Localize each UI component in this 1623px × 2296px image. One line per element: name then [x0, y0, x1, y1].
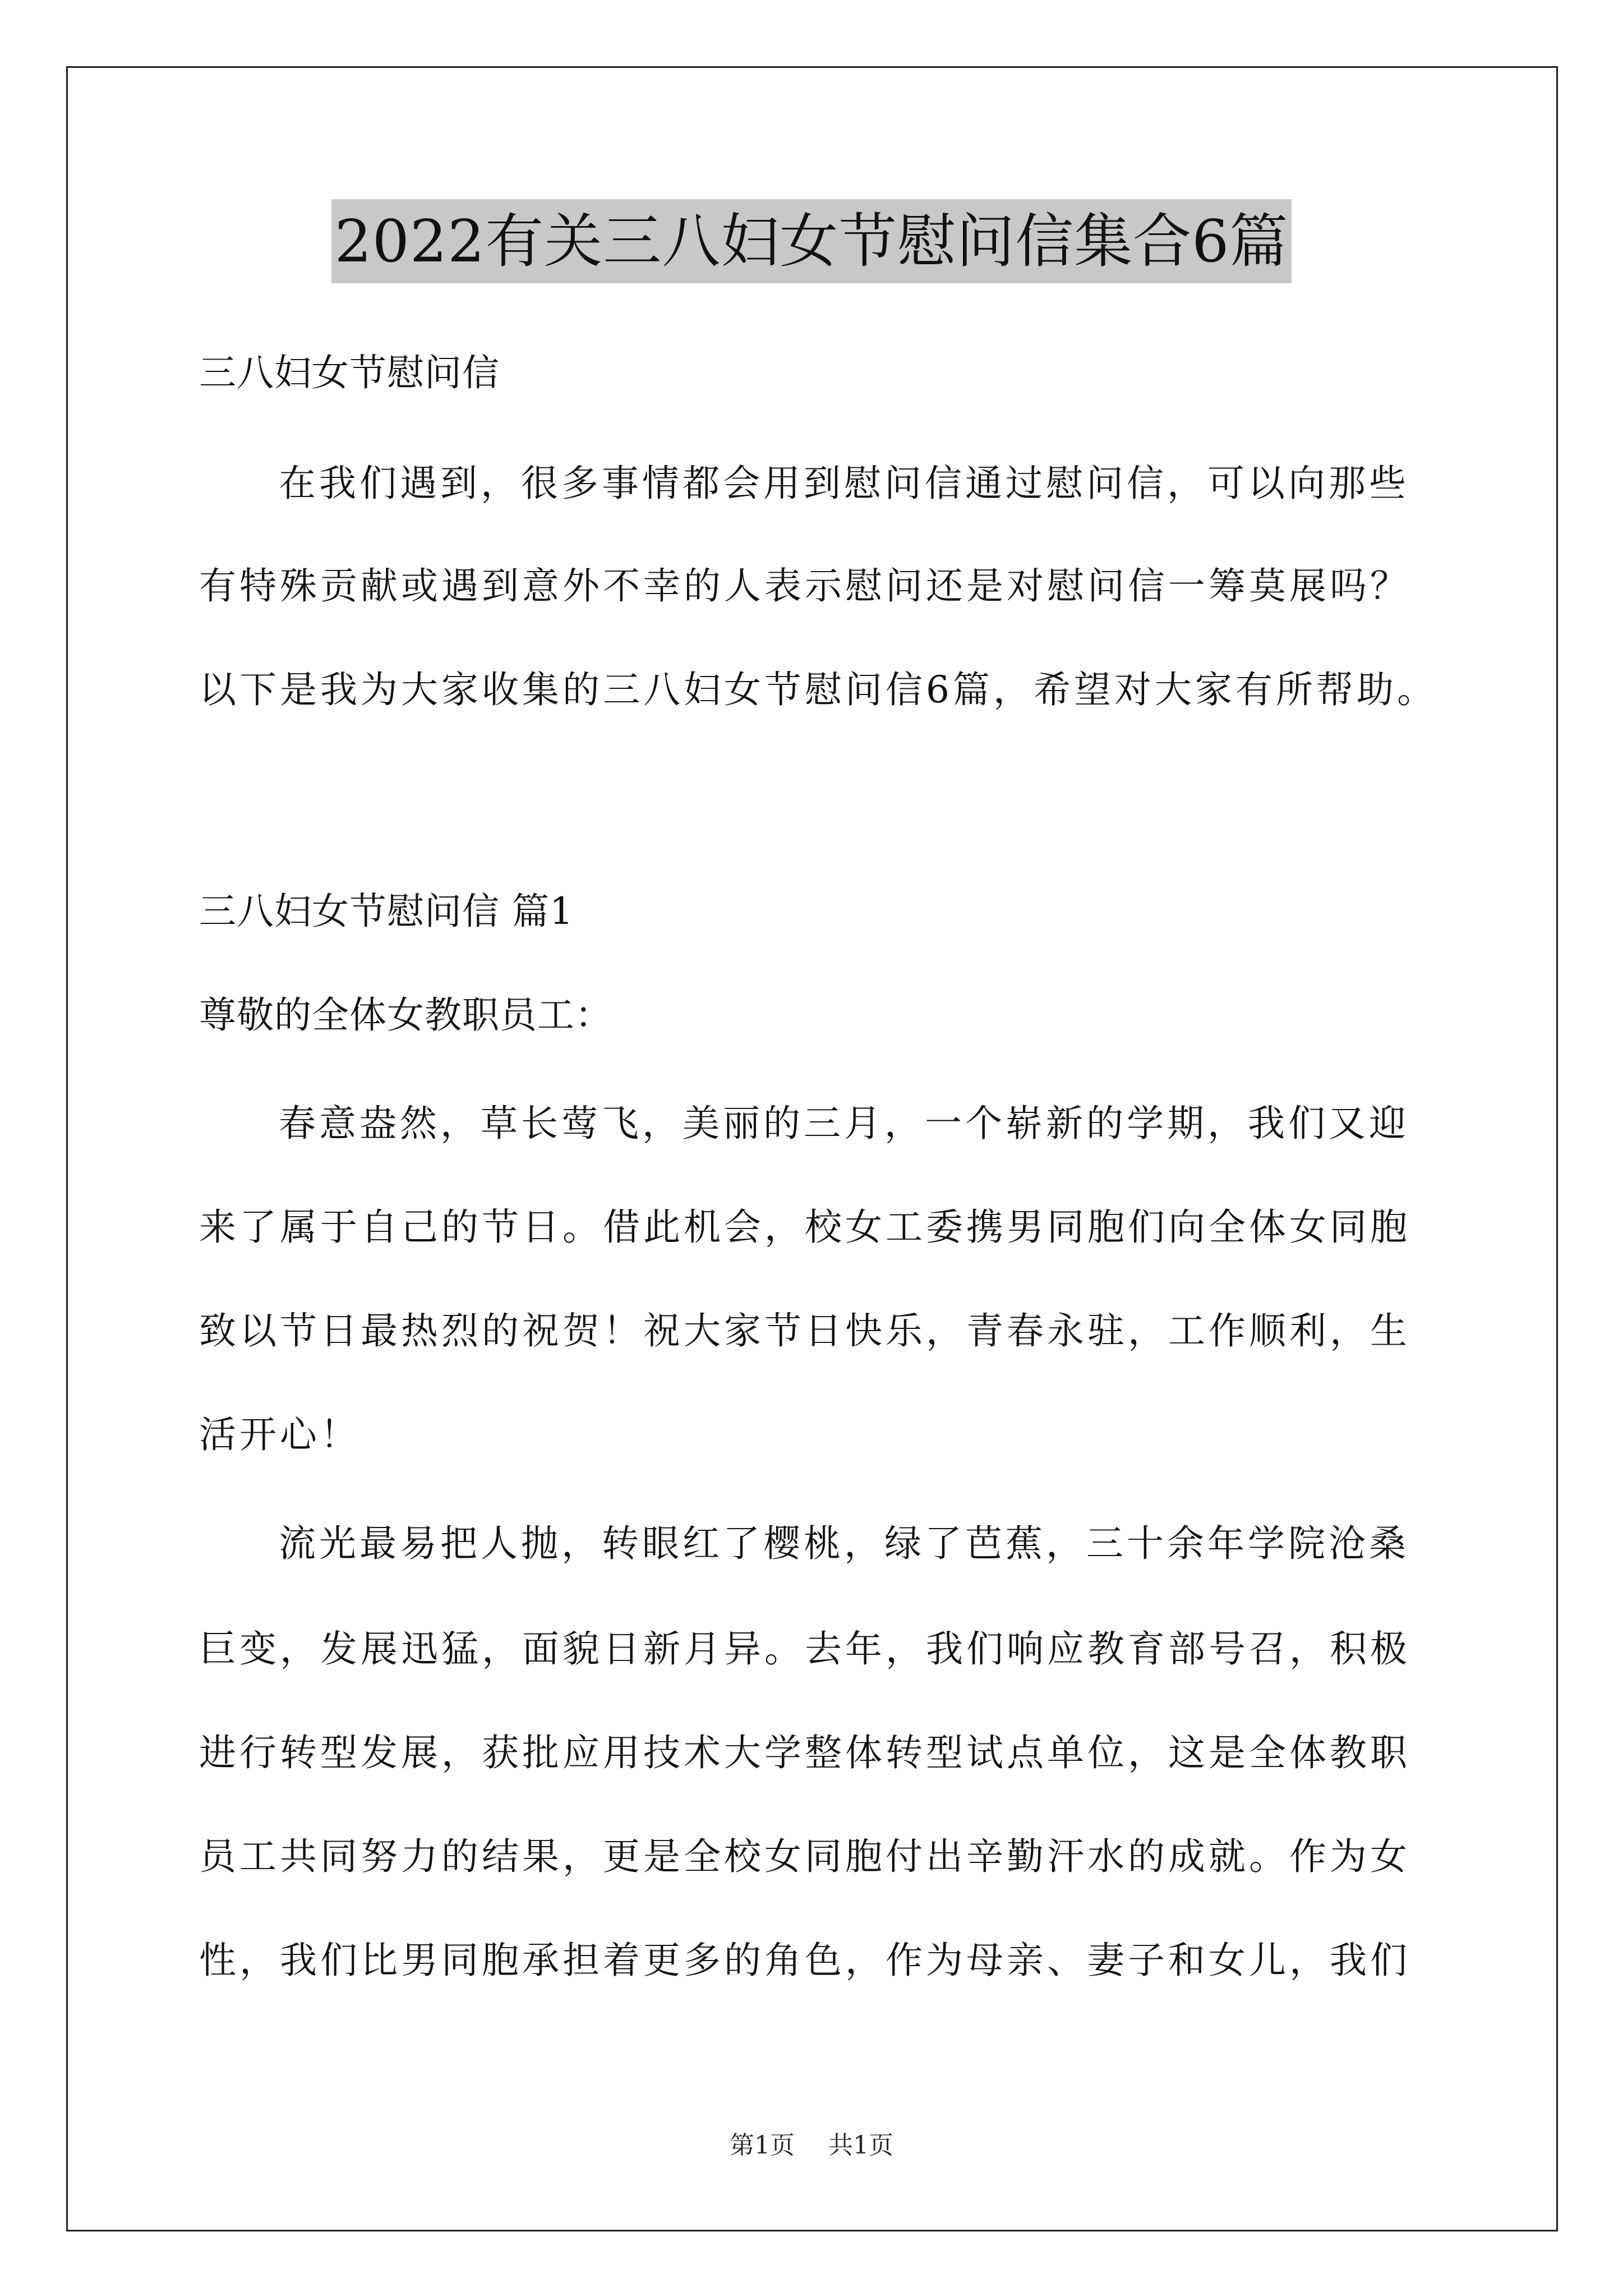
paragraph-line: 流光最易把人抛，转眼红了樱桃，绿了芭蕉，三十余年学院沧桑 [279, 1522, 1409, 1565]
paragraph-line: 来了属于自己的节日。借此机会，校女工委携男同胞们向全体女同胞 [199, 1205, 1410, 1249]
page-number: 第1页 [730, 2131, 795, 2160]
paragraph-line: 巨变，发展迅猛，面貌日新月异。去年，我们响应教育部号召，积极 [199, 1627, 1410, 1671]
paragraph-line: 有特殊贡献或遇到意外不幸的人表示慰问还是对慰问信一筹莫展吗？ [199, 564, 1410, 608]
title-container [0, 199, 1623, 283]
paragraph-line: 性，我们比男同胞承担着更多的角色，作为母亲、妻子和女儿，我们 [199, 1939, 1410, 1982]
salutation: 尊敬的全体女教职员工： [199, 993, 612, 1037]
paragraph-line: 员工共同努力的结果，更是全校女同胞付出辛勤汗水的成就。作为女 [199, 1835, 1410, 1878]
paragraph-line: 在我们遇到，很多事情都会用到慰问信通过慰问信，可以向那些 [279, 462, 1409, 505]
paragraph-line: 致以节日最热烈的祝贺！祝大家节日快乐，青春永驻，工作顺利，生 [199, 1309, 1410, 1352]
page-total: 共1页 [828, 2131, 893, 2160]
paragraph-line: 以下是我为大家收集的三八妇女节慰问信6篇，希望对大家有所帮助。 [199, 668, 1437, 711]
paragraph-line: 进行转型发展，获批应用技术大学整体转型试点单位，这是全体教职 [199, 1731, 1410, 1774]
paragraph-line: 活开心！ [199, 1413, 361, 1456]
document-title: 2022有关三八妇女节慰问信集合6篇 [331, 199, 1292, 283]
paragraph-line: 春意盎然，草长莺飞，美丽的三月，一个崭新的学期，我们又迎 [279, 1102, 1409, 1145]
section-heading: 三八妇女节慰问信 篇1 [199, 890, 574, 933]
section-heading: 三八妇女节慰问信 [199, 351, 500, 394]
page-footer [0, 2129, 1623, 2162]
